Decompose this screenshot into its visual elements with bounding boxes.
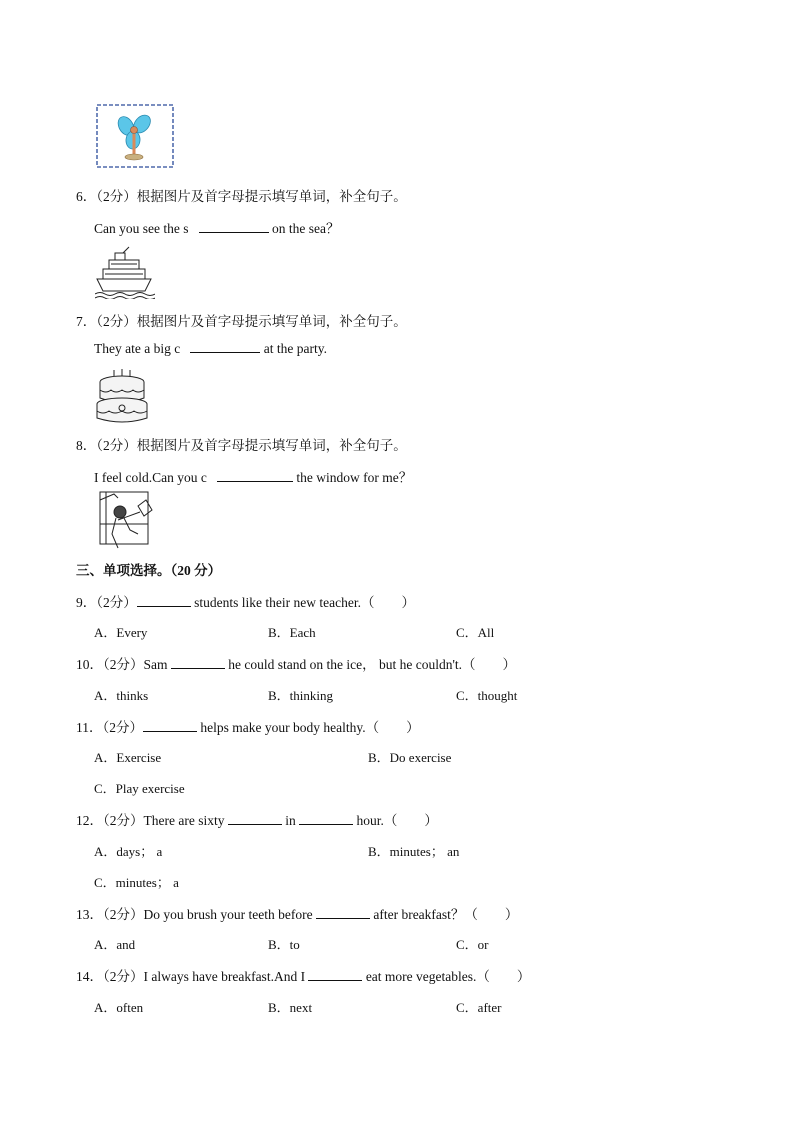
option-a[interactable]: A．Every [94,625,148,640]
answer-blank[interactable] [143,720,197,732]
question-6-sentence: Can you see the s on the sea？ [94,221,340,236]
question-7-sentence: They ate a big c at the party. [94,341,327,356]
question-9: 9．（2分） students like their new teacher.（ ） [76,595,415,610]
answer-blank[interactable] [228,813,282,825]
question-6-heading: 6．（2分）根据图片及首字母提示填写单词，补全句子。 [76,189,407,204]
question-11: 11．（2分） helps make your body healthy.（ ） [76,720,420,735]
question-8-sentence: I feel cold.Can you c the window for me？ [94,470,413,485]
option-a[interactable]: A．Exercise [94,750,162,765]
question-8-heading: 8．（2分）根据图片及首字母提示填写单词，补全句子。 [76,438,407,453]
option-c[interactable]: C．thought [456,688,518,703]
answer-blank[interactable] [171,657,225,669]
fan-picture [96,104,174,168]
option-c[interactable]: C．minutes； a [94,875,179,890]
option-c[interactable]: C．or [456,937,489,952]
option-a[interactable]: A．days； a [94,844,163,859]
question-14: 14．（2分）I always have breakfast.And I eat more vegetables.（ ） [76,969,531,984]
section-title: 三、单项选择。（20 分） [76,563,222,578]
answer-blank[interactable] [199,221,269,233]
answer-blank[interactable] [217,470,293,482]
option-b[interactable]: B．Each [268,625,316,640]
option-b[interactable]: B．next [268,1000,313,1015]
fan-icon [115,112,154,160]
answer-blank[interactable] [316,907,370,919]
answer-blank[interactable] [137,595,191,607]
option-b[interactable]: B．thinking [268,688,334,703]
cake-icon [94,368,150,426]
option-c[interactable]: C．after [456,1000,502,1015]
question-10: 10．（2分）Sam he could stand on the ice， but he couldn't.（ ） [76,657,517,672]
question-13: 13．（2分）Do you brush your teeth before after breakfast？（ ） [76,907,519,922]
option-c[interactable]: C．Play exercise [94,781,185,796]
answer-blank[interactable] [299,813,353,825]
option-a[interactable]: A．thinks [94,688,149,703]
option-c[interactable]: C．All [456,625,495,640]
answer-blank[interactable] [308,969,362,981]
option-a[interactable]: A．often [94,1000,144,1015]
option-b[interactable]: B．Do exercise [368,750,452,765]
option-b[interactable]: B．minutes； an [368,844,460,859]
answer-blank[interactable] [190,341,260,353]
question-12: 12．（2分）There are sixty in hour.（ ） [76,813,438,828]
option-a[interactable]: A．and [94,937,136,952]
window-icon [96,490,154,550]
question-7-heading: 7．（2分）根据图片及首字母提示填写单词，补全句子。 [76,314,407,329]
ship-icon [95,245,155,299]
option-b[interactable]: B．to [268,937,300,952]
